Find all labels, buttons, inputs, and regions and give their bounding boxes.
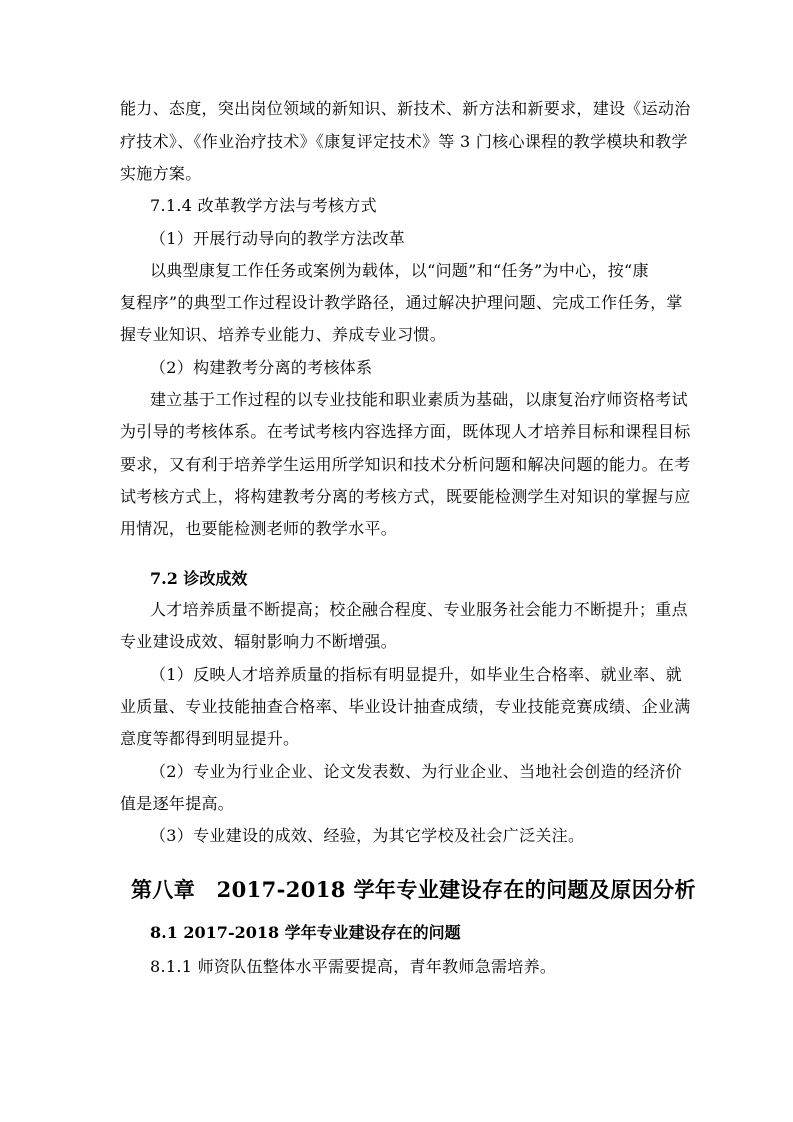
paragraph-line: 握专业知识、培养专业能力、养成专业习惯。 — [120, 325, 447, 344]
paragraph-line: （3）专业建设的成效、经验，为其它学校及社会广泛关注。 — [150, 826, 585, 845]
list-item-heading: （1）开展行动导向的教学方法改革 — [150, 229, 405, 248]
chapter-title: 第八章 2017-2018 学年专业建设存在的问题及原因分析 — [131, 877, 696, 902]
paragraph-line: 要求，又有利于培养学生运用所学知识和技术分析问题和解决问题的能力。在考 — [120, 455, 691, 474]
paragraph-line: （1）反映人才培养质量的指标有明显提升，如毕业生合格率、就业率、就 — [150, 665, 683, 684]
paragraph-line: 为引导的考核体系。在考试考核内容选择方面，既体现人才培养目标和课程目标 — [120, 422, 691, 441]
paragraph-line: 值是逐年提高。 — [120, 794, 235, 813]
paragraph-line: 用情况，也要能检测老师的教学水平。 — [120, 519, 398, 538]
paragraph-line: 能力、态度，突出岗位领域的新知识、新技术、新方法和新要求，建设《运动治 — [120, 99, 691, 118]
paragraph-line: 专业建设成效、辐射影响力不断增强。 — [120, 632, 398, 651]
paragraph-line: 建立基于工作过程的以专业技能和职业素质为基础，以康复治疗师资格考试 — [150, 390, 688, 409]
subsection-heading: 7.1.4 改革教学方法与考核方式 — [150, 196, 377, 215]
section-heading: 8.1 2017-2018 学年专业建设存在的问题 — [150, 923, 461, 942]
section-heading: 7.2 诊改成效 — [150, 569, 248, 588]
paragraph-line: 实施方案。 — [120, 164, 202, 183]
paragraph-line: 以典型康复工作任务或案例为载体，以“问题”和“任务”为中心，按“康 — [150, 261, 649, 280]
paragraph-line: 人才培养质量不断提高；校企融合程度、专业服务社会能力不断提升；重点 — [150, 600, 688, 619]
paragraph-line: 复程序”的典型工作过程设计教学路径，通过解决护理问题、完成工作任务，掌 — [120, 293, 683, 312]
subsection-heading: 8.1.1 师资队伍整体水平需要提高，青年教师急需培养。 — [150, 957, 557, 976]
list-item-heading: （2）构建教考分离的考核体系 — [150, 358, 373, 377]
paragraph-line: 意度等都得到明显提升。 — [120, 729, 300, 748]
paragraph-line: 试考核方式上，将构建教考分离的考核方式，既要能检测学生对知识的掌握与应 — [120, 487, 691, 506]
paragraph-line: 业质量、专业技能抽查合格率、毕业设计抽查成绩，专业技能竞赛成绩、企业满 — [120, 697, 691, 716]
paragraph-line: 疗技术》、《作业治疗技术》《康复评定技术》等 3 门核心课程的教学模块和教学 — [120, 132, 688, 151]
paragraph-line: （2）专业为行业企业、论文发表数、为行业企业、当地社会创造的经济价 — [150, 762, 683, 781]
